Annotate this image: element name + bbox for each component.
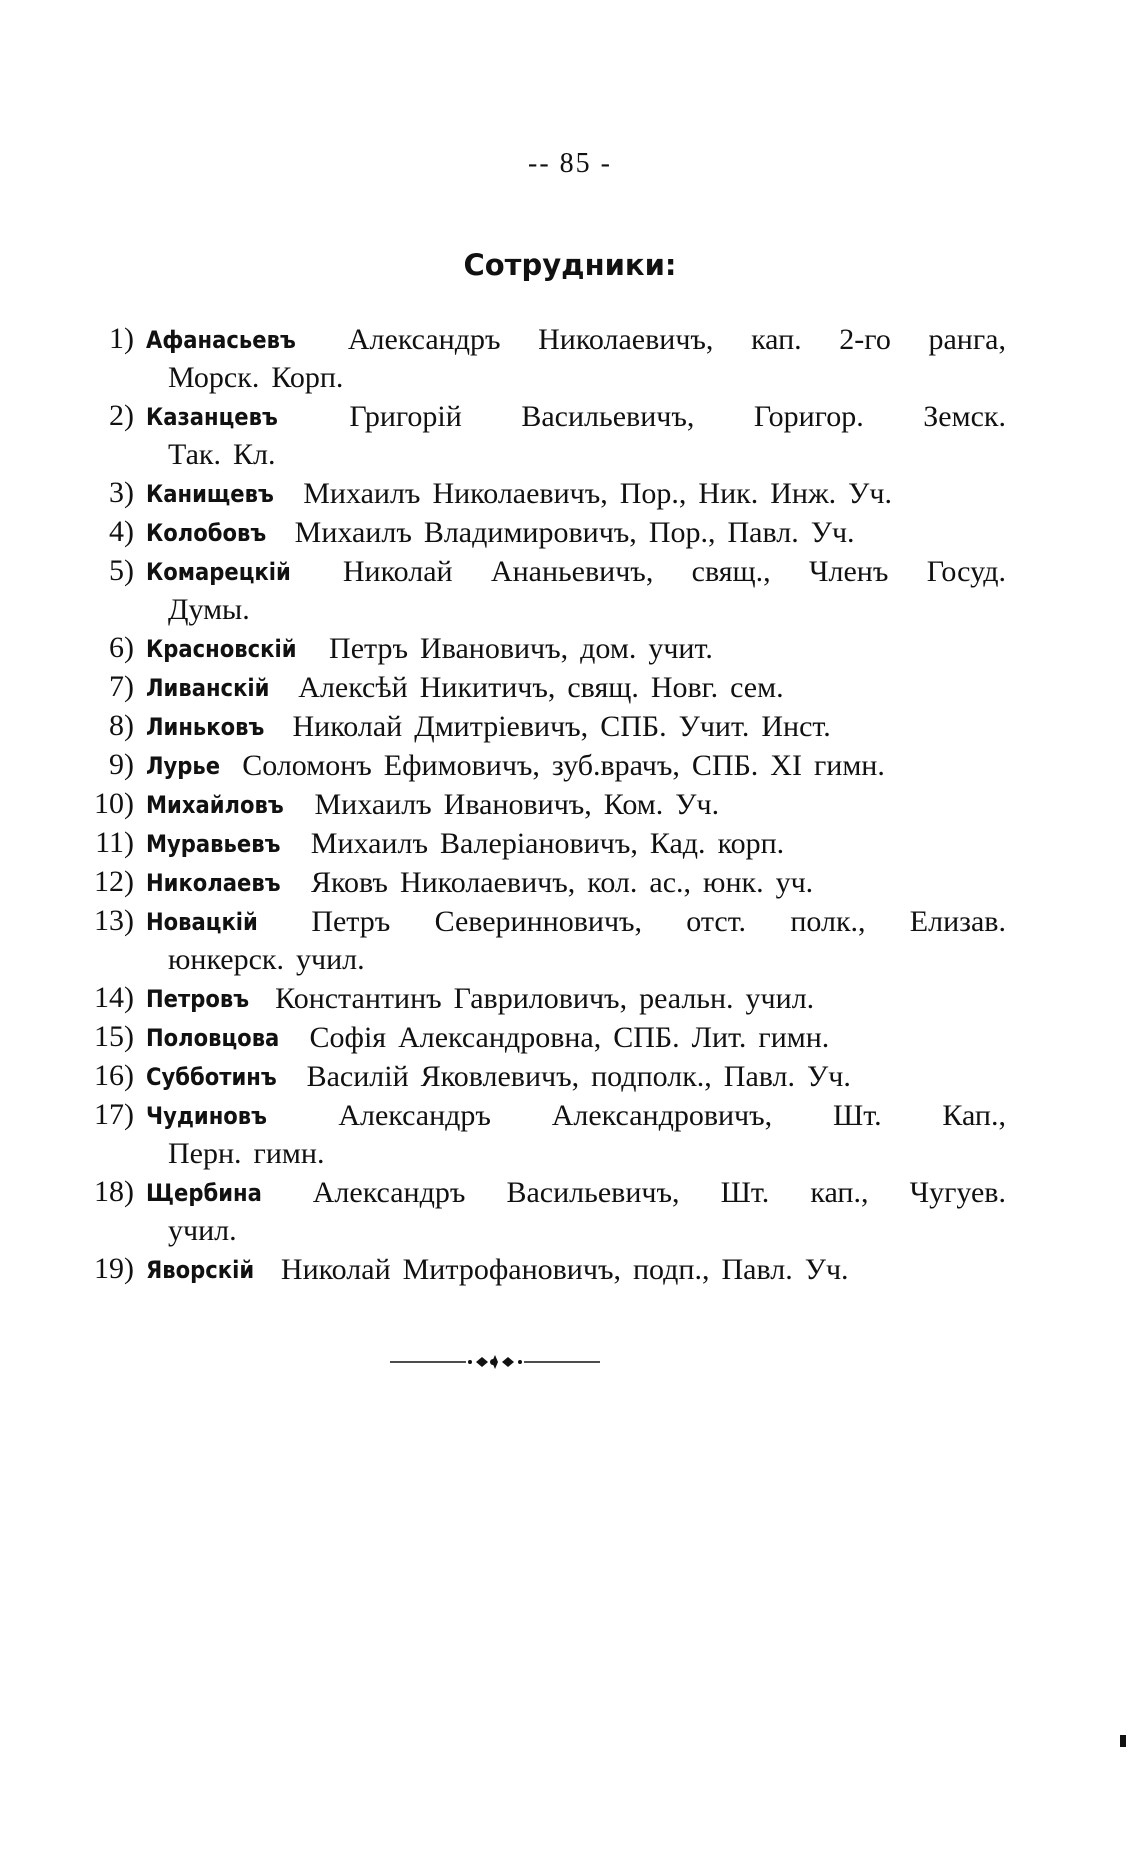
entry-word: учит. xyxy=(648,632,713,665)
entry-word: Никитичъ, xyxy=(419,671,556,704)
entry-word: Митрофановичъ, xyxy=(402,1253,621,1286)
entry-word: Павл. xyxy=(721,1253,793,1286)
entry-word: дом. xyxy=(580,632,637,665)
entry-word: СПБ. xyxy=(613,1021,680,1054)
entry-word: гимн. xyxy=(253,1137,325,1170)
entry-word: Гавриловичъ, xyxy=(453,982,628,1015)
surname: Щербина xyxy=(146,1179,262,1207)
entry-word: 2-го xyxy=(839,323,891,356)
list-item xyxy=(70,552,1070,629)
entry-word: Владимировичъ, xyxy=(423,516,637,549)
entry-word: Уч. xyxy=(807,1060,851,1093)
entry-word: Николаевичъ, xyxy=(538,323,714,356)
entry-word: учил. xyxy=(745,982,815,1015)
entry-word: Кад. xyxy=(649,827,706,860)
entry-word: Ком. xyxy=(603,788,664,821)
entry-word: Александръ xyxy=(312,1176,466,1209)
entry-word: учил. xyxy=(168,1214,237,1247)
entry-word: Василій xyxy=(306,1060,409,1093)
entry-word: уч. xyxy=(775,866,814,899)
list-item xyxy=(70,1096,1070,1173)
entry-word: кап., xyxy=(810,1176,869,1209)
entry-word: Ивановичъ, xyxy=(443,788,592,821)
entry-word: гимн. xyxy=(758,1021,830,1054)
surname: Казанцевъ xyxy=(146,403,278,431)
entry-word: кап. xyxy=(751,323,802,356)
entry-word: Николай xyxy=(280,1253,391,1286)
entry-word: Александровичъ, xyxy=(551,1099,773,1132)
surname: Чудиновъ xyxy=(146,1102,268,1130)
entry-word: Уч. xyxy=(810,516,855,549)
entry-word: Александровна, xyxy=(398,1021,602,1054)
entry-word: учил. xyxy=(296,943,365,976)
entry-word: зуб.врачъ, xyxy=(551,749,680,782)
surname: Афанасьевъ xyxy=(146,326,296,354)
entry-word: свящ. xyxy=(567,671,639,704)
entry-word: кол. xyxy=(587,866,638,899)
entry-word: Павл. xyxy=(727,516,799,549)
entry-word: Константинъ xyxy=(275,982,442,1015)
surname: Красновскій xyxy=(146,635,297,663)
surname: Муравьевъ xyxy=(146,830,281,858)
entry-word: Шт. xyxy=(720,1176,770,1209)
entry-word: Так. xyxy=(168,438,221,471)
entry-word: Александръ xyxy=(338,1099,491,1132)
item-number: 17) xyxy=(94,1098,134,1131)
item-number: 11) xyxy=(95,826,134,859)
item-number: 18) xyxy=(94,1175,134,1208)
entry-word: юнк. xyxy=(703,866,764,899)
item-number: 19) xyxy=(94,1252,134,1285)
entry-word: Кап., xyxy=(942,1099,1006,1132)
entry-word: Земск. xyxy=(923,400,1006,433)
entry-word: Инж. xyxy=(770,477,837,510)
entry-word: Николаевичъ, xyxy=(399,866,576,899)
list-item xyxy=(70,629,1070,668)
surname: Петровъ xyxy=(146,985,250,1013)
surname: Лурье xyxy=(146,752,221,780)
surname: Ливанскій xyxy=(146,674,270,702)
surname: Новацкій xyxy=(146,908,258,936)
list-item xyxy=(70,824,1070,863)
entry-word: Валеріановичъ, xyxy=(439,827,638,860)
surname: Михайловъ xyxy=(146,791,284,819)
entry-word: Яковлевичъ, xyxy=(420,1060,580,1093)
item-number: 5) xyxy=(109,554,134,587)
entry-word: Корп. xyxy=(271,361,344,394)
entry-word: Михаилъ xyxy=(294,516,412,549)
item-number: 12) xyxy=(94,865,134,898)
entry-word: Васильевичъ, xyxy=(521,400,695,433)
list-item xyxy=(70,863,1070,902)
ornament-divider xyxy=(390,1352,600,1372)
surname: Яворскій xyxy=(146,1256,255,1284)
entry-word: корп. xyxy=(717,827,785,860)
entry-word: Новг. xyxy=(650,671,719,704)
entry-word: Ефимовичъ, xyxy=(383,749,540,782)
list-item xyxy=(70,1057,1070,1096)
entry-word: Госуд. xyxy=(926,555,1006,588)
entry-word: Дмитріевичъ, xyxy=(414,710,589,743)
entry-word: Михаилъ xyxy=(314,788,432,821)
item-number: 2) xyxy=(109,399,134,432)
list-item xyxy=(70,513,1070,552)
entry-word: Учит. xyxy=(678,710,750,743)
item-number: 1) xyxy=(109,322,134,355)
item-number: 9) xyxy=(109,748,134,781)
entry-word: подп., xyxy=(632,1253,710,1286)
entry-word: Думы. xyxy=(168,593,250,626)
list-item xyxy=(70,707,1070,746)
item-number: 13) xyxy=(94,904,134,937)
list-item xyxy=(70,1173,1070,1250)
list-item xyxy=(70,979,1070,1018)
entry-word: Лит. xyxy=(691,1021,747,1054)
entry-word: СПБ. xyxy=(600,710,667,743)
entry-word: Уч. xyxy=(848,477,892,510)
entry-word: Соломонъ xyxy=(242,749,372,782)
surname: Линьковъ xyxy=(146,713,265,741)
list-item xyxy=(70,902,1070,979)
entry-word: Петръ xyxy=(329,632,409,665)
item-number: 15) xyxy=(94,1020,134,1053)
entry-word: Михаилъ xyxy=(303,477,421,510)
list-item xyxy=(70,474,1070,513)
entry-word: Уч. xyxy=(804,1253,849,1286)
list-item xyxy=(70,1250,1070,1289)
entry-word: СПБ. xyxy=(691,749,759,782)
item-number: 4) xyxy=(109,515,134,548)
entry-word: Пор., xyxy=(648,516,716,549)
item-number: 10) xyxy=(94,787,134,820)
list-item xyxy=(70,320,1070,397)
section-heading: Сотрудники: xyxy=(463,248,677,282)
surname: Николаевъ xyxy=(146,869,281,897)
entry-word: Васильевичъ, xyxy=(506,1176,680,1209)
surname: Колобовъ xyxy=(146,519,267,547)
entry-word: сем. xyxy=(730,671,784,704)
entry-word: Перн. xyxy=(168,1137,242,1170)
entry-word: Ник. xyxy=(698,477,759,510)
item-number: 14) xyxy=(94,981,134,1014)
list-item xyxy=(70,1018,1070,1057)
page-number: -- 85 - xyxy=(528,148,612,179)
entry-word: Николай xyxy=(292,710,403,743)
entry-word: ас., xyxy=(649,866,692,899)
entry-word: реальн. xyxy=(639,982,734,1015)
entry-word: Кл. xyxy=(232,438,276,471)
entry-word: Уч. xyxy=(675,788,720,821)
entry-word: Николаевичъ, xyxy=(432,477,608,510)
list-item xyxy=(70,746,1070,785)
entry-word: Яковъ xyxy=(310,866,388,899)
margin-speck xyxy=(1120,1735,1126,1747)
entry-word: Павл. xyxy=(723,1060,796,1093)
entry-word: Петръ xyxy=(311,905,391,938)
entry-word: Григорій xyxy=(349,400,462,433)
entry-word: подполк., xyxy=(591,1060,712,1093)
entry-word: Ивановичъ, xyxy=(420,632,569,665)
entry-word: Членъ xyxy=(809,555,889,588)
entry-word: свящ., xyxy=(691,555,771,588)
entry-word: Горигор. xyxy=(753,400,864,433)
list-item xyxy=(70,668,1070,707)
entry-word: Николай xyxy=(342,555,453,588)
item-number: 8) xyxy=(109,709,134,742)
item-number: 7) xyxy=(109,670,134,703)
entry-word: полк., xyxy=(790,905,866,938)
entry-word: Чугуев. xyxy=(909,1176,1006,1209)
item-number: 6) xyxy=(109,631,134,664)
entry-word: Северинновичъ, xyxy=(434,905,643,938)
list-item xyxy=(70,397,1070,474)
entry-word: Елизав. xyxy=(909,905,1006,938)
surname: Канищевъ xyxy=(146,480,274,508)
entry-word: ранга, xyxy=(928,323,1006,356)
surname: Субботинъ xyxy=(146,1063,277,1091)
item-number: 16) xyxy=(94,1059,134,1092)
surname: Комарецкій xyxy=(146,558,291,586)
item-number: 3) xyxy=(109,476,134,509)
entry-word: Александръ xyxy=(347,323,501,356)
entry-word: Алексѣй xyxy=(298,671,408,704)
entry-word: отст. xyxy=(686,905,747,938)
entry-word: Шт. xyxy=(832,1099,882,1132)
list-item xyxy=(70,785,1070,824)
surname: Половцова xyxy=(146,1024,280,1052)
staff-list xyxy=(70,320,1070,1289)
entry-word: Пор., xyxy=(619,477,687,510)
entry-word: Инст. xyxy=(761,710,831,743)
entry-word: Софія xyxy=(309,1021,387,1054)
entry-word: Морск. xyxy=(168,361,260,394)
entry-word: XI xyxy=(770,749,802,782)
entry-word: гимн. xyxy=(813,749,885,782)
entry-word: юнкерск. xyxy=(168,943,285,976)
entry-word: Михаилъ xyxy=(310,827,428,860)
entry-word: Ананьевичъ, xyxy=(490,555,654,588)
